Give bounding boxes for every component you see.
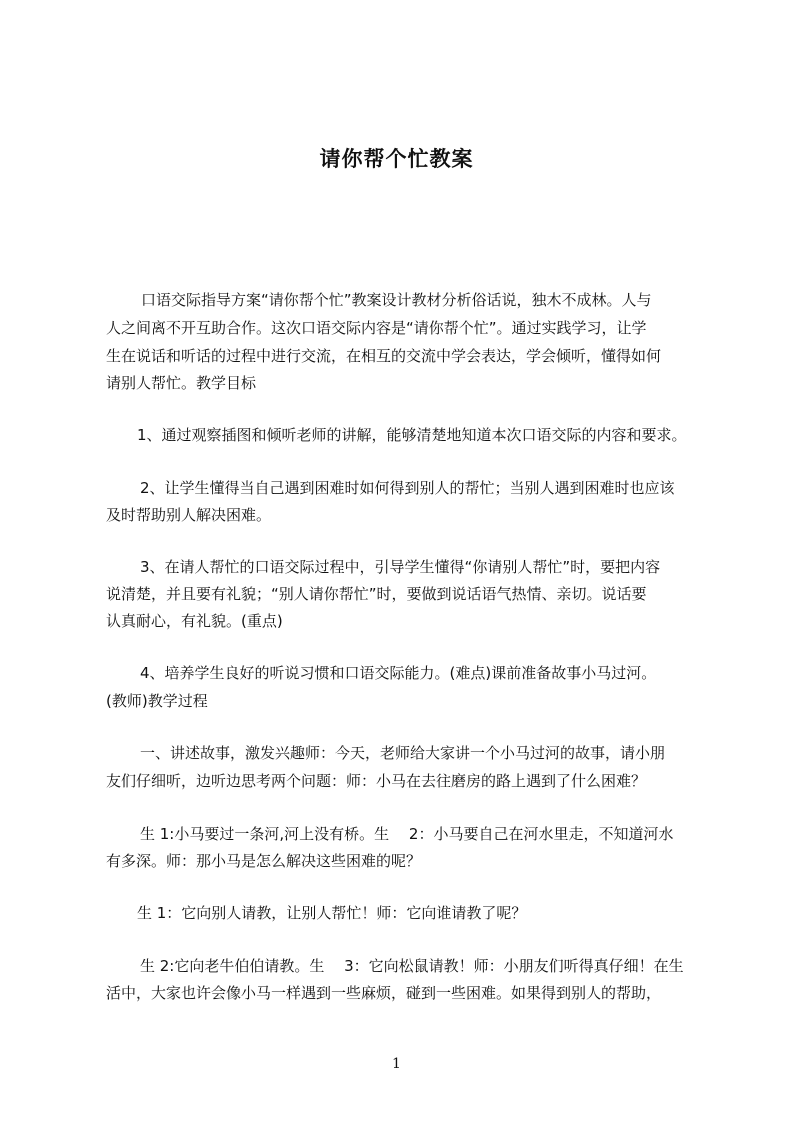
text-line: 2、让学生懂得当自己遇到困难时如何得到别人的帮忙；当别人遇到困难时也应该 — [140, 479, 675, 497]
text-line: 生 1：它向别人请教，让别人帮忙！师：它向谁请教了呢？ — [137, 904, 527, 922]
text-line: 认真耐心，有礼貌。(重点) — [106, 612, 283, 630]
text-line: 人之间离不开互助合作。这次口语交际内容是“请你帮个忙”。通过实践学习，让学 — [106, 319, 647, 337]
text-line: 口语交际指导方案“请你帮个忙”教案设计教材分析俗话说，独木不成林。人与 — [141, 291, 652, 309]
text-line: 4、培养学生良好的听说习惯和口语交际能力。(难点)课前准备故事小马过河。 — [140, 664, 657, 682]
text-line: 生 2:它向老牛伯伯请教。生 3：它向松鼠请教！师：小朋友们听得真仔细！在生 — [140, 957, 684, 975]
text-line: 活中，大家也许会像小马一样遇到一些麻烦，碰到一些困难。如果得到别人的帮助， — [106, 984, 662, 1002]
text-line: 生 1:小马要过一条河,河上没有桥。生 2：小马要自己在河水里走，不知道河水 — [140, 825, 674, 843]
text-line: 及时帮助别人解决困难。 — [106, 506, 272, 524]
text-line: 1、通过观察插图和倾听老师的讲解，能够清楚地知道本次口语交际的内容和要求。 — [137, 426, 687, 444]
text-line: 生在说话和听话的过程中进行交流，在相互的交流中学会表达，学会倾听，懂得如何 — [106, 347, 662, 365]
text-line: 请别人帮忙。教学目标 — [106, 374, 257, 392]
text-line: 说清楚，并且要有礼貌；“别人请你帮忙”时，要做到说话语气热情、亲切。说话要 — [106, 585, 647, 603]
text-line: 友们仔细听，边听边思考两个问题：师：小马在去往磨房的路上遇到了什么困难？ — [106, 772, 647, 790]
text-line: 3、在请人帮忙的口语交际过程中，引导学生懂得“你请别人帮忙”时，要把内容 — [140, 558, 661, 576]
text-line: 一、讲述故事，激发兴趣师：今天，老师给大家讲一个小马过河的故事，请小朋 — [140, 744, 666, 762]
page-number: 1 — [392, 1056, 401, 1072]
page-title: 请你帮个忙教案 — [319, 147, 474, 171]
text-line: (教师)教学过程 — [106, 692, 208, 710]
text-line: 有多深。师：那小马是怎么解决这些困难的呢？ — [106, 852, 422, 870]
